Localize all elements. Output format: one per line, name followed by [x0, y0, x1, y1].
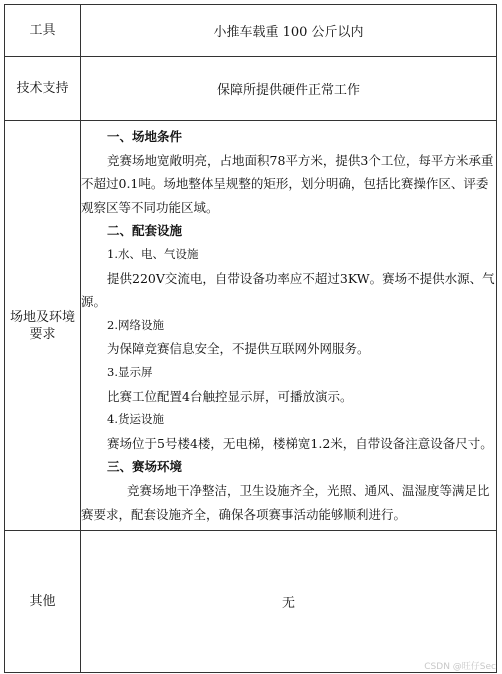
paragraph-line: 比赛工位配置4台触控显示屏，可播放演示。: [107, 388, 353, 404]
row-label-venue: 场地及环境要求: [5, 121, 81, 530]
requirements-table: [4, 4, 497, 673]
section-heading-facilities: 二、配套设施: [107, 223, 183, 239]
paragraph-line: 源。: [81, 294, 107, 310]
subheading-display: 3.显示屏: [107, 364, 153, 379]
row-label-tools: 工具: [5, 5, 81, 56]
subheading-network: 2.网络设施: [107, 317, 164, 332]
paragraph-line: 为保障竞赛信息安全，不提供互联网外网服务。: [107, 341, 370, 357]
watermark: CSDN @旺仔Sec: [424, 662, 496, 672]
row-value-tools: 小推车载重 100 公斤以内: [213, 25, 364, 40]
paragraph-line: 竞赛场地宽敞明亮，占地面积78平方米，提供3个工位，每平方米承重: [107, 152, 494, 168]
row-value-other: 无: [281, 596, 295, 611]
table-row-tech-support: [5, 57, 496, 121]
paragraph-line: 不超过0.1吨。场地整体呈规整的矩形，划分明确，包括比赛操作区、评委: [81, 176, 489, 192]
paragraph-line: 赛要求，配套设施齐全，确保各项赛事活动能够顺利进行。: [81, 506, 407, 522]
section-heading-venue-conditions: 一、场地条件: [107, 129, 183, 144]
subheading-freight: 4.货运设施: [107, 412, 164, 427]
table-row-venue: [5, 121, 496, 531]
row-value-tech-support: 保障所提供硬件正常工作: [216, 83, 360, 98]
subheading-utilities: 1.水、电、气设施: [107, 246, 199, 261]
section-heading-environment: 三、赛场环境: [107, 459, 183, 475]
row-label-other: 其他: [5, 531, 81, 672]
paragraph-line: 竞赛场地干净整洁，卫生设施齐全，光照、通风、温湿度等满足比: [127, 482, 490, 498]
row-label-tech-support: 技术支持: [5, 57, 81, 120]
table-row-other: [5, 531, 496, 672]
row-value-venue: [81, 121, 496, 530]
paragraph-line: 赛场位于5号楼4楼，无电梯，楼梯宽1.2米，自带设备注意设备尺寸。: [107, 435, 493, 451]
table-row-tools: [5, 5, 496, 57]
paragraph-line: 观察区等不同功能区域。: [81, 199, 219, 215]
paragraph-line: 提供220V交流电，自带设备功率应不超过3KW。赛场不提供水源、气: [107, 270, 495, 286]
